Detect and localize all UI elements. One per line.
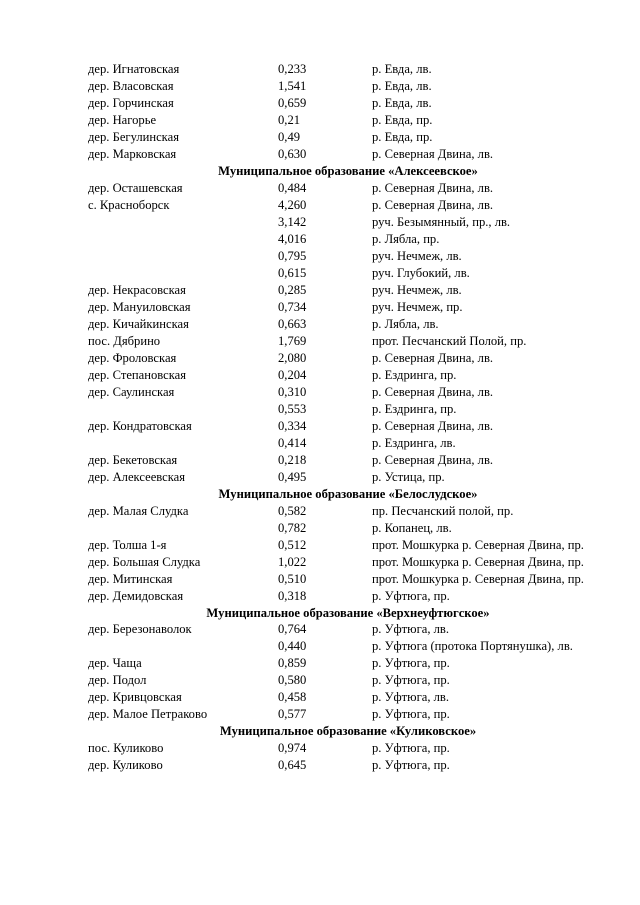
water-body: р. Уфтюга, пр. [372,656,450,670]
table-row [88,61,608,78]
distance-value: 0,782 [278,521,307,535]
table-row [88,231,608,248]
settlement-name [88,248,278,265]
distance-value: 0,859 [278,656,307,670]
distance-value: 0,310 [278,385,307,399]
section-heading: Муниципальное образование «Верхнеуфтюгское» [206,606,490,620]
water-body: р. Северная Двина, лв. [372,198,494,212]
water-body: руч. Безымянный, пр., лв. [372,215,511,229]
water-body: р. Уфтюга, пр. [372,741,450,755]
settlement-name: дер. Малое Петраково [88,707,208,721]
settlements-table [88,61,608,774]
table-row [88,146,608,163]
table-row [88,401,608,418]
table-row [88,180,608,197]
distance-value: 0,663 [278,317,307,331]
water-body: р. Уфтюга, лв. [372,690,450,704]
table-row [88,384,608,401]
water-body: прот. Мошкурка р. Северная Двина, пр. [372,555,584,569]
water-body: прот. Мошкурка р. Северная Двина, пр. [372,572,584,586]
table-row [88,638,608,655]
table-row [88,689,608,706]
water-body: р. Уфтюга, пр. [372,758,450,772]
settlement-name [88,638,278,655]
table-row [88,367,608,384]
table-row [88,503,608,520]
distance-value: 0,615 [278,266,307,280]
settlement-name: дер. Куликово [88,758,163,772]
table-row [88,537,608,554]
distance-value: 1,022 [278,555,307,569]
settlement-name [88,435,278,452]
distance-value: 1,541 [278,79,307,93]
table-row [88,435,608,452]
settlement-name: дер. Толша 1-я [88,538,167,552]
water-body: руч. Нечмеж, пр. [372,300,463,314]
settlement-name: дер. Бекетовская [88,453,178,467]
water-body: р. Уфтюга, пр. [372,589,450,603]
distance-value: 4,016 [278,232,307,246]
table-row [88,316,608,333]
settlement-name: дер. Горчинская [88,96,174,110]
settlement-name: пос. Куликово [88,741,164,755]
table-row [88,418,608,435]
water-body: р. Евда, лв. [372,62,432,76]
table-row [88,740,608,757]
table-row [88,95,608,112]
distance-value: 0,974 [278,741,307,755]
distance-value: 0,734 [278,300,307,314]
water-body: руч. Нечмеж, лв. [372,283,462,297]
settlement-name: дер. Березонаволок [88,622,192,636]
water-body: р. Евда, пр. [372,130,433,144]
table-row [88,571,608,588]
distance-value: 0,233 [278,62,307,76]
distance-value: 0,553 [278,402,307,416]
section-heading: Муниципальное образование «Алексеевское» [218,164,478,178]
settlement-name: дер. Чаща [88,656,142,670]
settlement-name: дер. Митинская [88,572,173,586]
table-row [88,672,608,689]
water-body: р. Евда, пр. [372,113,433,127]
water-body: р. Северная Двина, лв. [372,453,494,467]
distance-value: 0,577 [278,707,307,721]
distance-value: 0,285 [278,283,307,297]
water-body: р. Северная Двина, лв. [372,147,494,161]
water-body: прот. Песчанский Полой, пр. [372,334,527,348]
distance-value: 0,458 [278,690,307,704]
settlement-name: пос. Дябрино [88,334,161,348]
water-body: р. Северная Двина, лв. [372,351,494,365]
settlement-name: дер. Марковская [88,147,177,161]
water-body: р. Северная Двина, лв. [372,419,494,433]
distance-value: 0,764 [278,622,307,636]
table-row [88,282,608,299]
settlement-name: дер. Малая Слудка [88,504,189,518]
distance-value: 0,218 [278,453,307,467]
water-body: р. Северная Двина, лв. [372,385,494,399]
water-body: р. Северная Двина, лв. [372,181,494,195]
settlement-name: с. Красноборск [88,198,170,212]
distance-value: 0,582 [278,504,307,518]
settlement-name: дер. Большая Слудка [88,555,201,569]
distance-value: 0,580 [278,673,307,687]
water-body: р. Евда, лв. [372,79,432,93]
table-row [88,214,608,231]
water-body: р. Лябла, пр. [372,232,440,246]
distance-value: 0,484 [278,181,307,195]
water-body: пр. Песчанский полой, пр. [372,504,514,518]
settlement-name: дер. Бегулинская [88,130,179,144]
water-body: р. Уфтюга, лв. [372,622,450,636]
table-row [88,265,608,282]
distance-value: 0,630 [278,147,307,161]
section-heading: Муниципальное образование «Белослудское» [218,487,478,501]
settlement-name: дер. Некрасовская [88,283,186,297]
settlement-name: дер. Кондратовская [88,419,192,433]
settlement-name: дер. Алексеевская [88,470,186,484]
water-body: руч. Глубокий, лв. [372,266,470,280]
table-row [88,757,608,774]
distance-value: 0,495 [278,470,307,484]
settlement-name: дер. Саулинская [88,385,175,399]
water-body: р. Уфтюга, пр. [372,707,450,721]
settlement-name [88,520,278,537]
water-body: р. Евда, лв. [372,96,432,110]
settlement-name [88,265,278,282]
table-row [88,333,608,350]
settlement-name: дер. Демидовская [88,589,184,603]
table-row [88,452,608,469]
water-body: р. Ездринга, пр. [372,402,457,416]
distance-value: 0,49 [278,130,301,144]
water-body: р. Устица, пр. [372,470,445,484]
section-heading: Муниципальное образование «Куликовское» [219,724,477,738]
distance-value: 0,645 [278,758,307,772]
distance-value: 0,440 [278,639,307,653]
table-row [88,78,608,95]
settlement-name [88,214,278,231]
table-row [88,706,608,723]
water-body: р. Ездринга, лв. [372,436,456,450]
distance-value: 0,21 [278,113,301,127]
settlement-name [88,231,278,248]
table-row [88,554,608,571]
table-row [88,520,608,537]
table-row [88,112,608,129]
distance-value: 0,510 [278,572,307,586]
table-row [88,621,608,638]
distance-value: 0,659 [278,96,307,110]
table-row [88,588,608,605]
table-row [88,129,608,146]
water-body: р. Ездринга, пр. [372,368,457,382]
table-row [88,197,608,214]
table-row [88,655,608,672]
settlement-name: дер. Власовская [88,79,174,93]
water-body: р. Уфтюга (протока Портянушка), лв. [372,639,573,653]
table-row [88,299,608,316]
distance-value: 2,080 [278,351,307,365]
settlement-name: дер. Подол [88,673,147,687]
settlement-name [88,401,278,418]
water-body: прот. Мошкурка р. Северная Двина, пр. [372,538,584,552]
distance-value: 0,795 [278,249,307,263]
settlement-name: дер. Игнатовская [88,62,180,76]
water-body: р. Уфтюга, пр. [372,673,450,687]
water-body: р. Лябла, лв. [372,317,439,331]
table-row [88,248,608,265]
distance-value: 0,204 [278,368,307,382]
water-body: р. Копанец, лв. [372,521,452,535]
settlement-name: дер. Степановская [88,368,187,382]
distance-value: 3,142 [278,215,307,229]
settlement-name: дер. Фроловская [88,351,177,365]
distance-value: 0,512 [278,538,307,552]
distance-value: 0,334 [278,419,307,433]
water-body: руч. Нечмеж, лв. [372,249,462,263]
distance-value: 4,260 [278,198,307,212]
settlement-name: дер. Нагорье [88,113,157,127]
settlement-name: дер. Кривцовская [88,690,182,704]
settlement-name: дер. Мануиловская [88,300,191,314]
distance-value: 0,414 [278,436,307,450]
distance-value: 1,769 [278,334,307,348]
distance-value: 0,318 [278,589,307,603]
settlement-name: дер. Осташевская [88,181,183,195]
settlement-name: дер. Кичайкинская [88,317,189,331]
table-row [88,350,608,367]
table-row [88,469,608,486]
